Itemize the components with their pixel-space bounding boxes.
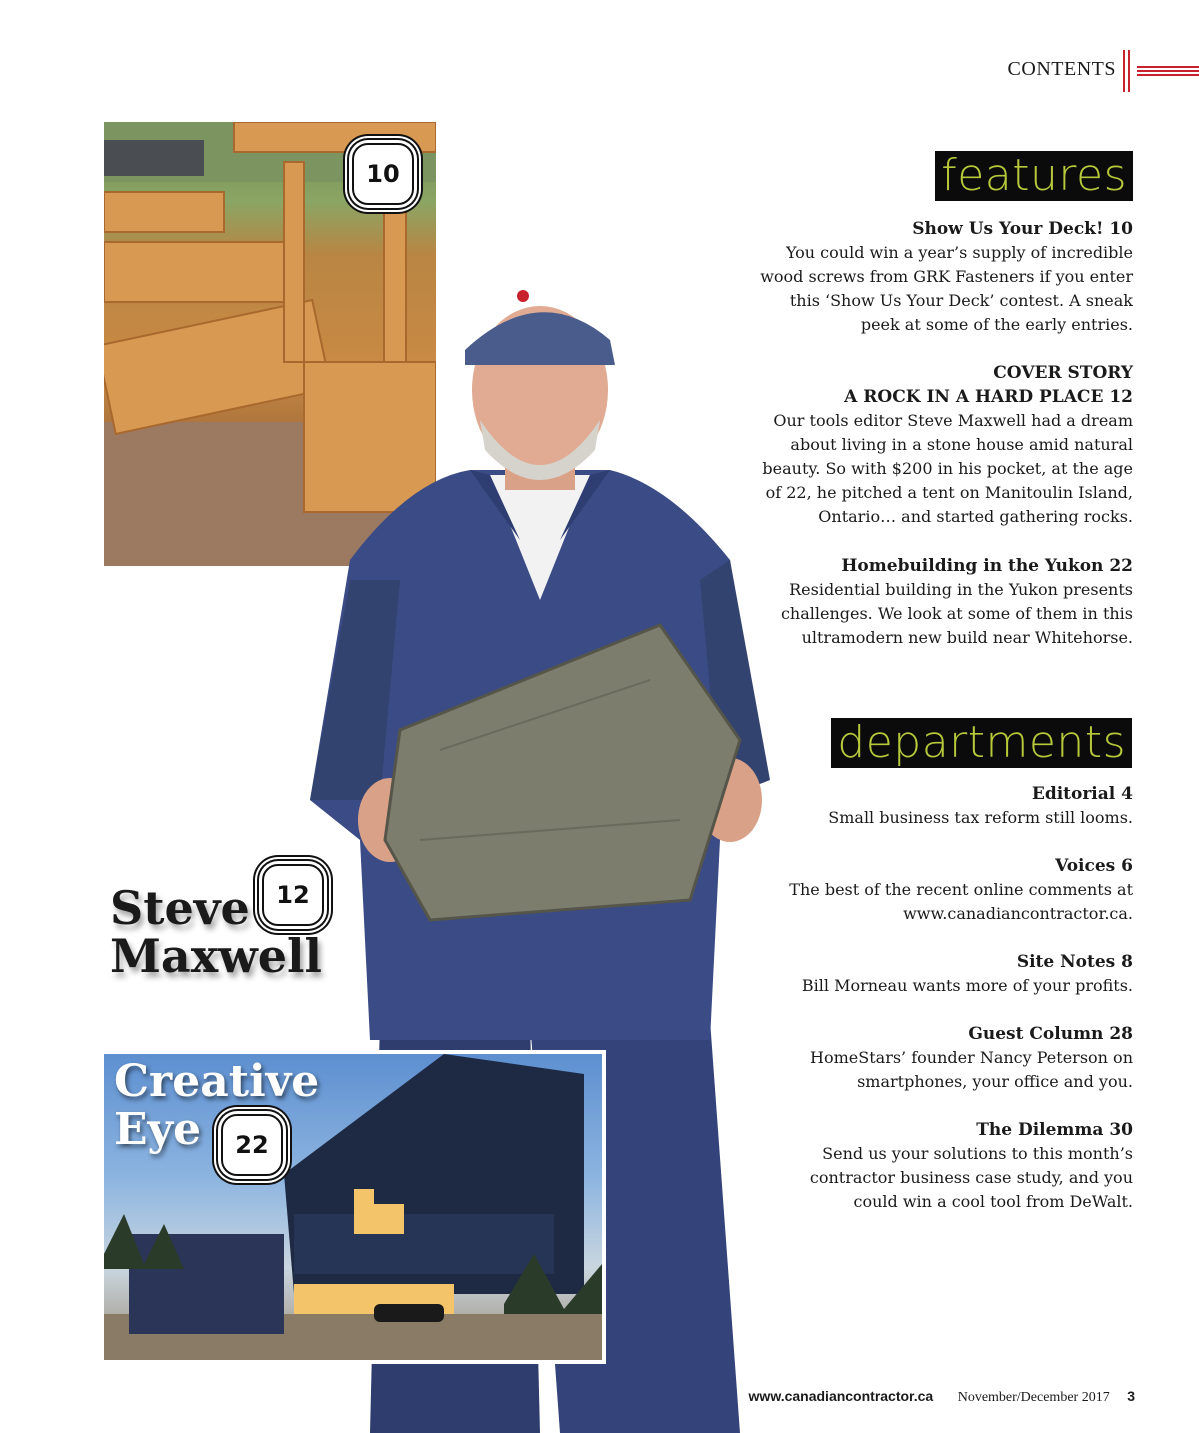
feature-body-line: challenges. We look at some of them in this [780,604,1133,623]
deck-page-badge: 10 [352,143,414,205]
features-heading: features [935,151,1133,201]
person-first-name: Steve [110,881,250,935]
department-title: Editorial 4 [1031,784,1133,804]
department-body-line: www.canadiancontractor.ca. [903,904,1133,923]
department-title: Voices 6 [1055,856,1133,876]
department-body-line: could win a cool tool from DeWalt. [853,1192,1133,1211]
feature-title: Show Us Your Deck! 10 [912,219,1133,239]
footer-issue: November/December 2017 [957,1390,1110,1405]
department-entry-dilemma [810,1118,1133,1214]
feature-body-line: of 22, he pitched a tent on Manitoulin Island, [765,483,1133,502]
department-title: Site Notes 8 [1016,952,1133,972]
feature-body-line: ultramodern new build near Whitehorse. [801,628,1133,647]
feature-title: A ROCK IN A HARD PLACE 12 [844,387,1133,407]
feature-entry-cover [762,361,1133,529]
house-page-badge: 22 [221,1114,283,1176]
footer-url: www.canadiancontractor.ca [748,1388,934,1404]
department-body-line: smartphones, your office and you. [857,1072,1133,1091]
creative-eye-line1: Creative [114,1056,320,1107]
person-page-badge: 12 [262,864,324,926]
department-body-line: Bill Morneau wants more of your profits. [801,976,1133,995]
creative-eye-line2: Eye [114,1104,202,1155]
feature-body-line: about living in a stone house amid natural [790,435,1133,454]
feature-entry-yukon [781,554,1133,650]
department-body-line: HomeStars’ founder Nancy Peterson on [810,1048,1133,1067]
department-body-line: Send us your solutions to this month’s [822,1144,1133,1163]
department-body-line: Small business tax reform still looms. [828,808,1133,827]
department-body-line: contractor business case study, and you [809,1168,1133,1187]
feature-body-line: beauty. So with $200 in his pocket, at the age [762,459,1133,478]
department-title: The Dilemma 30 [976,1120,1133,1140]
page-number: 3 [1127,1388,1135,1404]
feature-title: Homebuilding in the Yukon 22 [841,556,1133,576]
department-body-line: The best of the recent online comments at [789,880,1133,899]
feature-body-line: Ontario… and started gathering rocks. [818,507,1133,526]
person-last-name: Maxwell [110,929,322,983]
feature-body-line: You could win a year’s supply of incredible [785,243,1133,262]
feature-body-line: wood screws from GRK Fasteners if you enter [760,267,1133,286]
feature-kicker: COVER STORY [993,363,1133,383]
department-entry-guest-column [810,1022,1133,1094]
feature-body-line: Our tools editor Steve Maxwell had a dream [773,411,1133,430]
feature-body-line: Residential building in the Yukon presents [789,580,1133,599]
department-entry-site-notes [802,950,1133,998]
feature-entry-deck [760,217,1133,337]
department-entry-editorial [828,782,1133,830]
page-footer [740,1388,1135,1406]
department-title: Guest Column 28 [968,1024,1133,1044]
section-label: CONTENTS [1007,58,1116,80]
header-rule-decoration [1121,50,1199,92]
feature-body-line: this ‘Show Us Your Deck’ contest. A sneak [789,291,1133,310]
departments-heading: departments [831,718,1132,768]
department-entry-voices [789,854,1133,926]
feature-body-line: peek at some of the early entries. [860,315,1133,334]
